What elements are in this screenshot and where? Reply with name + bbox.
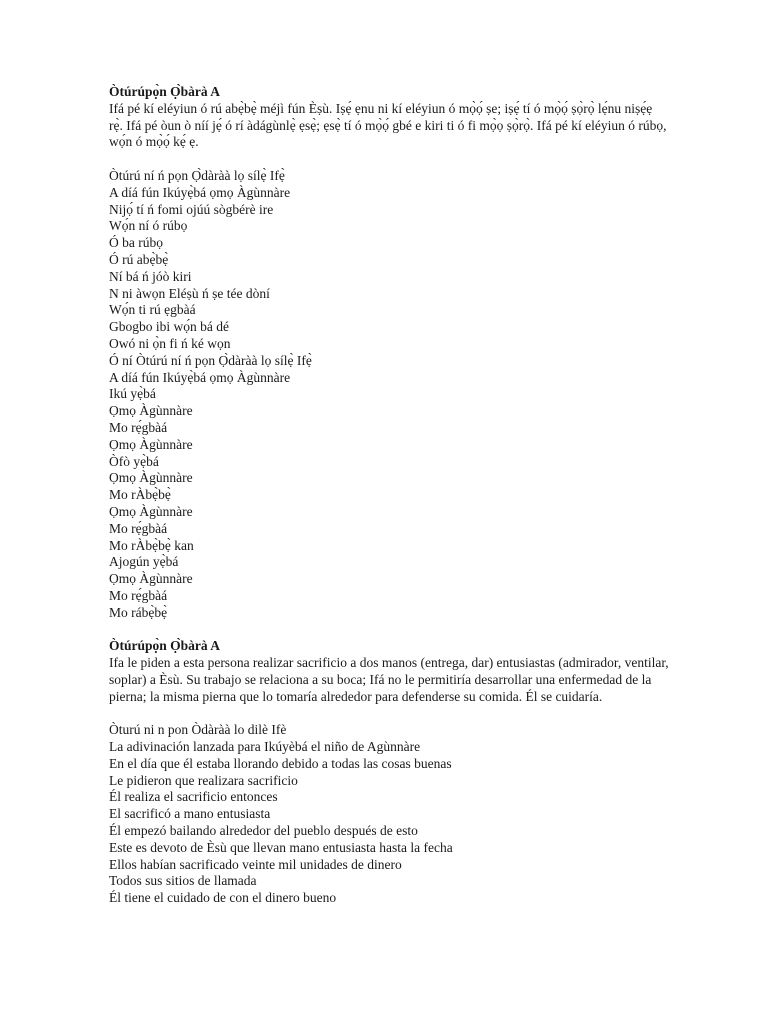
document-page xyxy=(109,84,669,907)
verse-line: Wọ́n ní ó rúbọ xyxy=(109,218,188,234)
verse-line: Ọmọ Àgùnnàre xyxy=(109,436,193,452)
verse-line: En el día que él estaba llorando debido a todas las cosas buenas xyxy=(109,755,452,771)
verse-line: Ó ba rúbọ xyxy=(109,235,163,251)
verse-block xyxy=(109,722,669,907)
verse-line: Mo rÀbẹ̀bẹ̀ kan xyxy=(109,537,194,553)
section-spanish xyxy=(109,638,669,907)
verse-line: Mo rẹ́gbàá xyxy=(109,520,168,536)
section-yoruba xyxy=(109,84,669,622)
verse-line: Él realiza el sacrificio entonces xyxy=(109,789,278,805)
spacer xyxy=(109,705,669,722)
verse-line: Mo rẹ́gbàá xyxy=(109,587,168,603)
verse-line: Este es devoto de Èsù que llevan mano entusiasta hasta la fecha xyxy=(109,839,453,855)
verse-line: Wọ́n ti rú ẹgbàá xyxy=(109,302,196,318)
verse-line: Él tiene el cuidado de con el dinero bueno xyxy=(109,890,337,906)
verse-line: La adivinación lanzada para Ikúyèbá el niño de Agùnnàre xyxy=(109,739,421,755)
verse-line: Mo rẹ́gbàá xyxy=(109,419,168,435)
intro-paragraph: Ifá pé kí eléyiun ó rú abẹ̀bẹ̀ méjì fún Èṣù. Iṣẹ́ ẹnu ni kí eléyiun ó mọ̀ọ́ ṣe; iṣẹ́ tí ó mọ̀ọ́ ṣọ̀rọ̀ lẹ́nu niṣẹ́ẹ rẹ̀. Ifá pé òun ò níí jẹ́ ó rí àdágùnlẹ̀ ẹsẹ̀; ẹsẹ̀ tí ó mọ̀ọ́ gbé e kiri ti ó fi mọ̀ọ ṣọ̀rọ̀. Ifá pé kí eléyiun ó rúbọ, wọ́n ó mọ̀ọ́ kẹ́ ẹ. xyxy=(109,100,667,150)
verse-line: Òturú ni n pon Òdàràà lo dilè Ifè xyxy=(109,722,287,738)
verse-line: Ní bá ń jóò kiri xyxy=(109,268,192,284)
verse-line: Ikú yẹ̀bá xyxy=(109,386,156,402)
verse-line: Mo rábẹ̀bẹ̀ xyxy=(109,604,168,620)
verse-line: A díá fún Ikúyẹ̀bá ọmọ Àgùnnàre xyxy=(109,184,291,200)
verse-line: Mo rÀbẹ̀bẹ̀ xyxy=(109,487,171,503)
verse-line: Gbogbo ibi wọ́n bá dé xyxy=(109,319,229,335)
verse-block xyxy=(109,168,669,622)
verse-line: Ọmọ Àgùnnàre xyxy=(109,403,193,419)
verse-line: Le pidieron que realizara sacrificio xyxy=(109,772,298,788)
verse-line: A díá fún Ikúyẹ̀bá ọmọ Àgùnnàre xyxy=(109,369,291,385)
verse-line: Ọmọ Àgùnnàre xyxy=(109,503,193,519)
verse-line: El sacrificó a mano entusiasta xyxy=(109,806,271,822)
verse-line: Ó ní Òtúrú ní ń pọn Ọ̀dàràà lọ sílẹ̀ Ifẹ̀ xyxy=(109,352,312,368)
verse-line: Òfò yẹ̀bá xyxy=(109,453,159,469)
verse-line: Él empezó bailando alrededor del pueblo después de esto xyxy=(109,823,418,839)
verse-line: Ajogún yẹ̀bá xyxy=(109,554,179,570)
verse-line: Ọmọ Àgùnnàre xyxy=(109,571,193,587)
verse-line: Todos sus sitios de llamada xyxy=(109,873,257,889)
spacer xyxy=(109,622,669,639)
verse-line: Òtúrú ní ń pọn Ọ̀dàràà lọ sílẹ̀ Ifẹ̀ xyxy=(109,167,285,183)
verse-line: Ellos habían sacrificado veinte mil unidades de dinero xyxy=(109,856,402,872)
verse-line: Nijọ́ tí ń fomi ojúú sògbérè ire xyxy=(109,201,274,217)
verse-line: N ni àwọn Eléṣù ń ṣe tée dòní xyxy=(109,285,270,301)
verse-line: Ọmọ Àgùnnàre xyxy=(109,470,193,486)
section-heading: Òtúrúpọ̀n Ọ̀bàrà A xyxy=(109,84,221,99)
verse-line: Owó ni ọ̀n fi ń ké wọn xyxy=(109,335,231,351)
verse-line: Ó rú abẹ̀bẹ̀ xyxy=(109,251,169,267)
spacer xyxy=(109,151,669,168)
section-heading: Òtúrúpọ̀n Ọ̀bàrà A xyxy=(109,638,221,654)
intro-paragraph: Ifa le piden a esta persona realizar sacrificio a dos manos (entrega, dar) entusiastas (admirador, ventilar, soplar) a Èsù. Su trabajo se relaciona a su boca; Ifá no le permitiría desarrollar una enfermedad de la pierna; la misma pierna que lo tomaría alrededor para defenderse su comida. Él se cuidaría. xyxy=(109,655,669,704)
